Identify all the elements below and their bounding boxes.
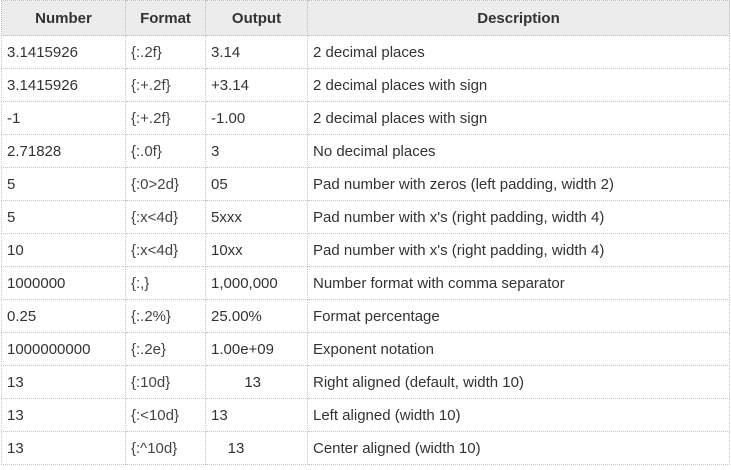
cell-format: {:.2%} xyxy=(126,300,206,333)
cell-format: {:+.2f} xyxy=(126,102,206,135)
table-row xyxy=(2,234,730,267)
cell-number: 1000000000 xyxy=(2,333,126,366)
cell-output: 3 xyxy=(206,135,308,168)
cell-description: Right aligned (default, width 10) xyxy=(308,366,730,399)
cell-description: Format percentage xyxy=(308,300,730,333)
cell-description: No decimal places xyxy=(308,135,730,168)
cell-description: Number format with comma separator xyxy=(308,267,730,300)
cell-description: Pad number with x's (right padding, width 4) xyxy=(308,201,730,234)
cell-output: -1.00 xyxy=(206,102,308,135)
table-row xyxy=(2,432,730,465)
cell-number: 13 xyxy=(2,366,126,399)
cell-description: Left aligned (width 10) xyxy=(308,399,730,432)
cell-number: 3.1415926 xyxy=(2,36,126,69)
cell-output: 13 xyxy=(206,366,308,399)
table-row xyxy=(2,135,730,168)
cell-output: 5xxx xyxy=(206,201,308,234)
format-table xyxy=(1,0,730,465)
cell-format: {:x<4d} xyxy=(126,201,206,234)
cell-description: 2 decimal places with sign xyxy=(308,102,730,135)
cell-output: 10xx xyxy=(206,234,308,267)
table-row xyxy=(2,267,730,300)
header-row xyxy=(2,1,730,36)
cell-format: {:x<4d} xyxy=(126,234,206,267)
table-row xyxy=(2,333,730,366)
cell-description: Center aligned (width 10) xyxy=(308,432,730,465)
table-row xyxy=(2,36,730,69)
cell-format: {:.2e} xyxy=(126,333,206,366)
table-row xyxy=(2,201,730,234)
cell-format: {:.0f} xyxy=(126,135,206,168)
cell-number: 0.25 xyxy=(2,300,126,333)
column-header-output: Output xyxy=(206,1,308,36)
cell-format: {:^10d} xyxy=(126,432,206,465)
cell-number: -1 xyxy=(2,102,126,135)
cell-format: {:10d} xyxy=(126,366,206,399)
cell-number: 5 xyxy=(2,168,126,201)
cell-output: 13 xyxy=(206,432,308,465)
cell-output: 1.00e+09 xyxy=(206,333,308,366)
cell-description: Pad number with x's (right padding, width 4) xyxy=(308,234,730,267)
cell-format: {:,} xyxy=(126,267,206,300)
table-row xyxy=(2,102,730,135)
cell-description: 2 decimal places with sign xyxy=(308,69,730,102)
cell-output: 13 xyxy=(206,399,308,432)
table-row xyxy=(2,168,730,201)
table-row xyxy=(2,300,730,333)
cell-output: +3.14 xyxy=(206,69,308,102)
cell-description: Exponent notation xyxy=(308,333,730,366)
cell-format: {:<10d} xyxy=(126,399,206,432)
cell-format: {:.2f} xyxy=(126,36,206,69)
column-header-number: Number xyxy=(2,1,126,36)
table-row xyxy=(2,69,730,102)
cell-format: {:+.2f} xyxy=(126,69,206,102)
cell-number: 3.1415926 xyxy=(2,69,126,102)
cell-number: 2.71828 xyxy=(2,135,126,168)
cell-format: {:0>2d} xyxy=(126,168,206,201)
cell-number: 5 xyxy=(2,201,126,234)
column-header-description: Description xyxy=(308,1,730,36)
cell-number: 1000000 xyxy=(2,267,126,300)
table-row xyxy=(2,399,730,432)
cell-description: Pad number with zeros (left padding, width 2) xyxy=(308,168,730,201)
cell-output: 3.14 xyxy=(206,36,308,69)
cell-output: 05 xyxy=(206,168,308,201)
cell-description: 2 decimal places xyxy=(308,36,730,69)
table-row xyxy=(2,366,730,399)
cell-number: 13 xyxy=(2,399,126,432)
cell-output: 1,000,000 xyxy=(206,267,308,300)
cell-number: 10 xyxy=(2,234,126,267)
cell-output: 25.00% xyxy=(206,300,308,333)
cell-number: 13 xyxy=(2,432,126,465)
column-header-format: Format xyxy=(126,1,206,36)
